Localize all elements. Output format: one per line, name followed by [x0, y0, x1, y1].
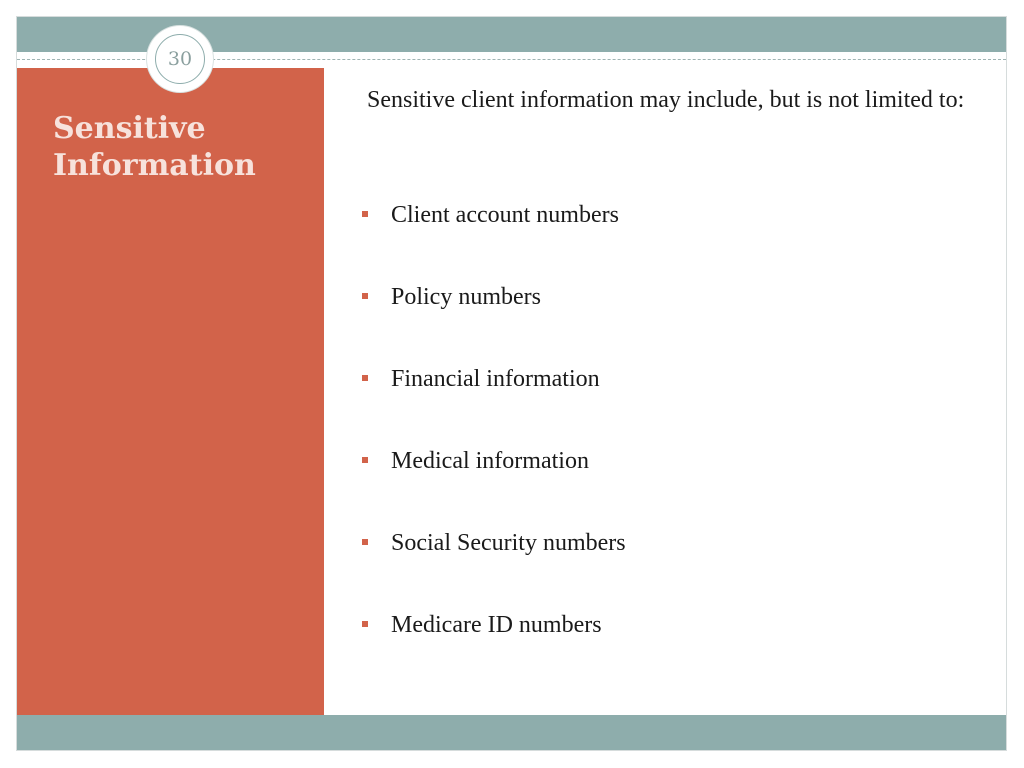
bottom-band	[17, 715, 1006, 750]
bullet-text: Medicare ID numbers	[391, 612, 602, 638]
bullet-text: Client account numbers	[391, 202, 619, 228]
square-bullet-icon	[362, 457, 368, 463]
slide-title-line-1: Sensitive	[53, 111, 206, 146]
bullet-item	[362, 198, 982, 280]
square-bullet-icon	[362, 211, 368, 217]
bullet-text: Social Security numbers	[391, 530, 626, 556]
slide-number-badge	[147, 26, 213, 92]
bullet-item	[362, 444, 982, 526]
intro-text: Sensitive client information may include, but is not limited to:	[367, 87, 965, 113]
bullet-text: Financial information	[391, 366, 600, 392]
bullet-item	[362, 526, 982, 608]
square-bullet-icon	[362, 621, 368, 627]
slide	[17, 17, 1006, 750]
bullet-list	[362, 198, 982, 690]
bullet-text: Policy numbers	[391, 284, 541, 310]
bullet-text: Medical information	[391, 448, 589, 474]
square-bullet-icon	[362, 375, 368, 381]
bullet-item	[362, 280, 982, 362]
slide-title-line-2: Information	[53, 148, 256, 183]
square-bullet-icon	[362, 293, 368, 299]
bullet-item	[362, 608, 982, 690]
slide-number: 30	[155, 34, 205, 84]
slide-title	[53, 110, 303, 184]
bullet-item	[362, 362, 982, 444]
square-bullet-icon	[362, 539, 368, 545]
